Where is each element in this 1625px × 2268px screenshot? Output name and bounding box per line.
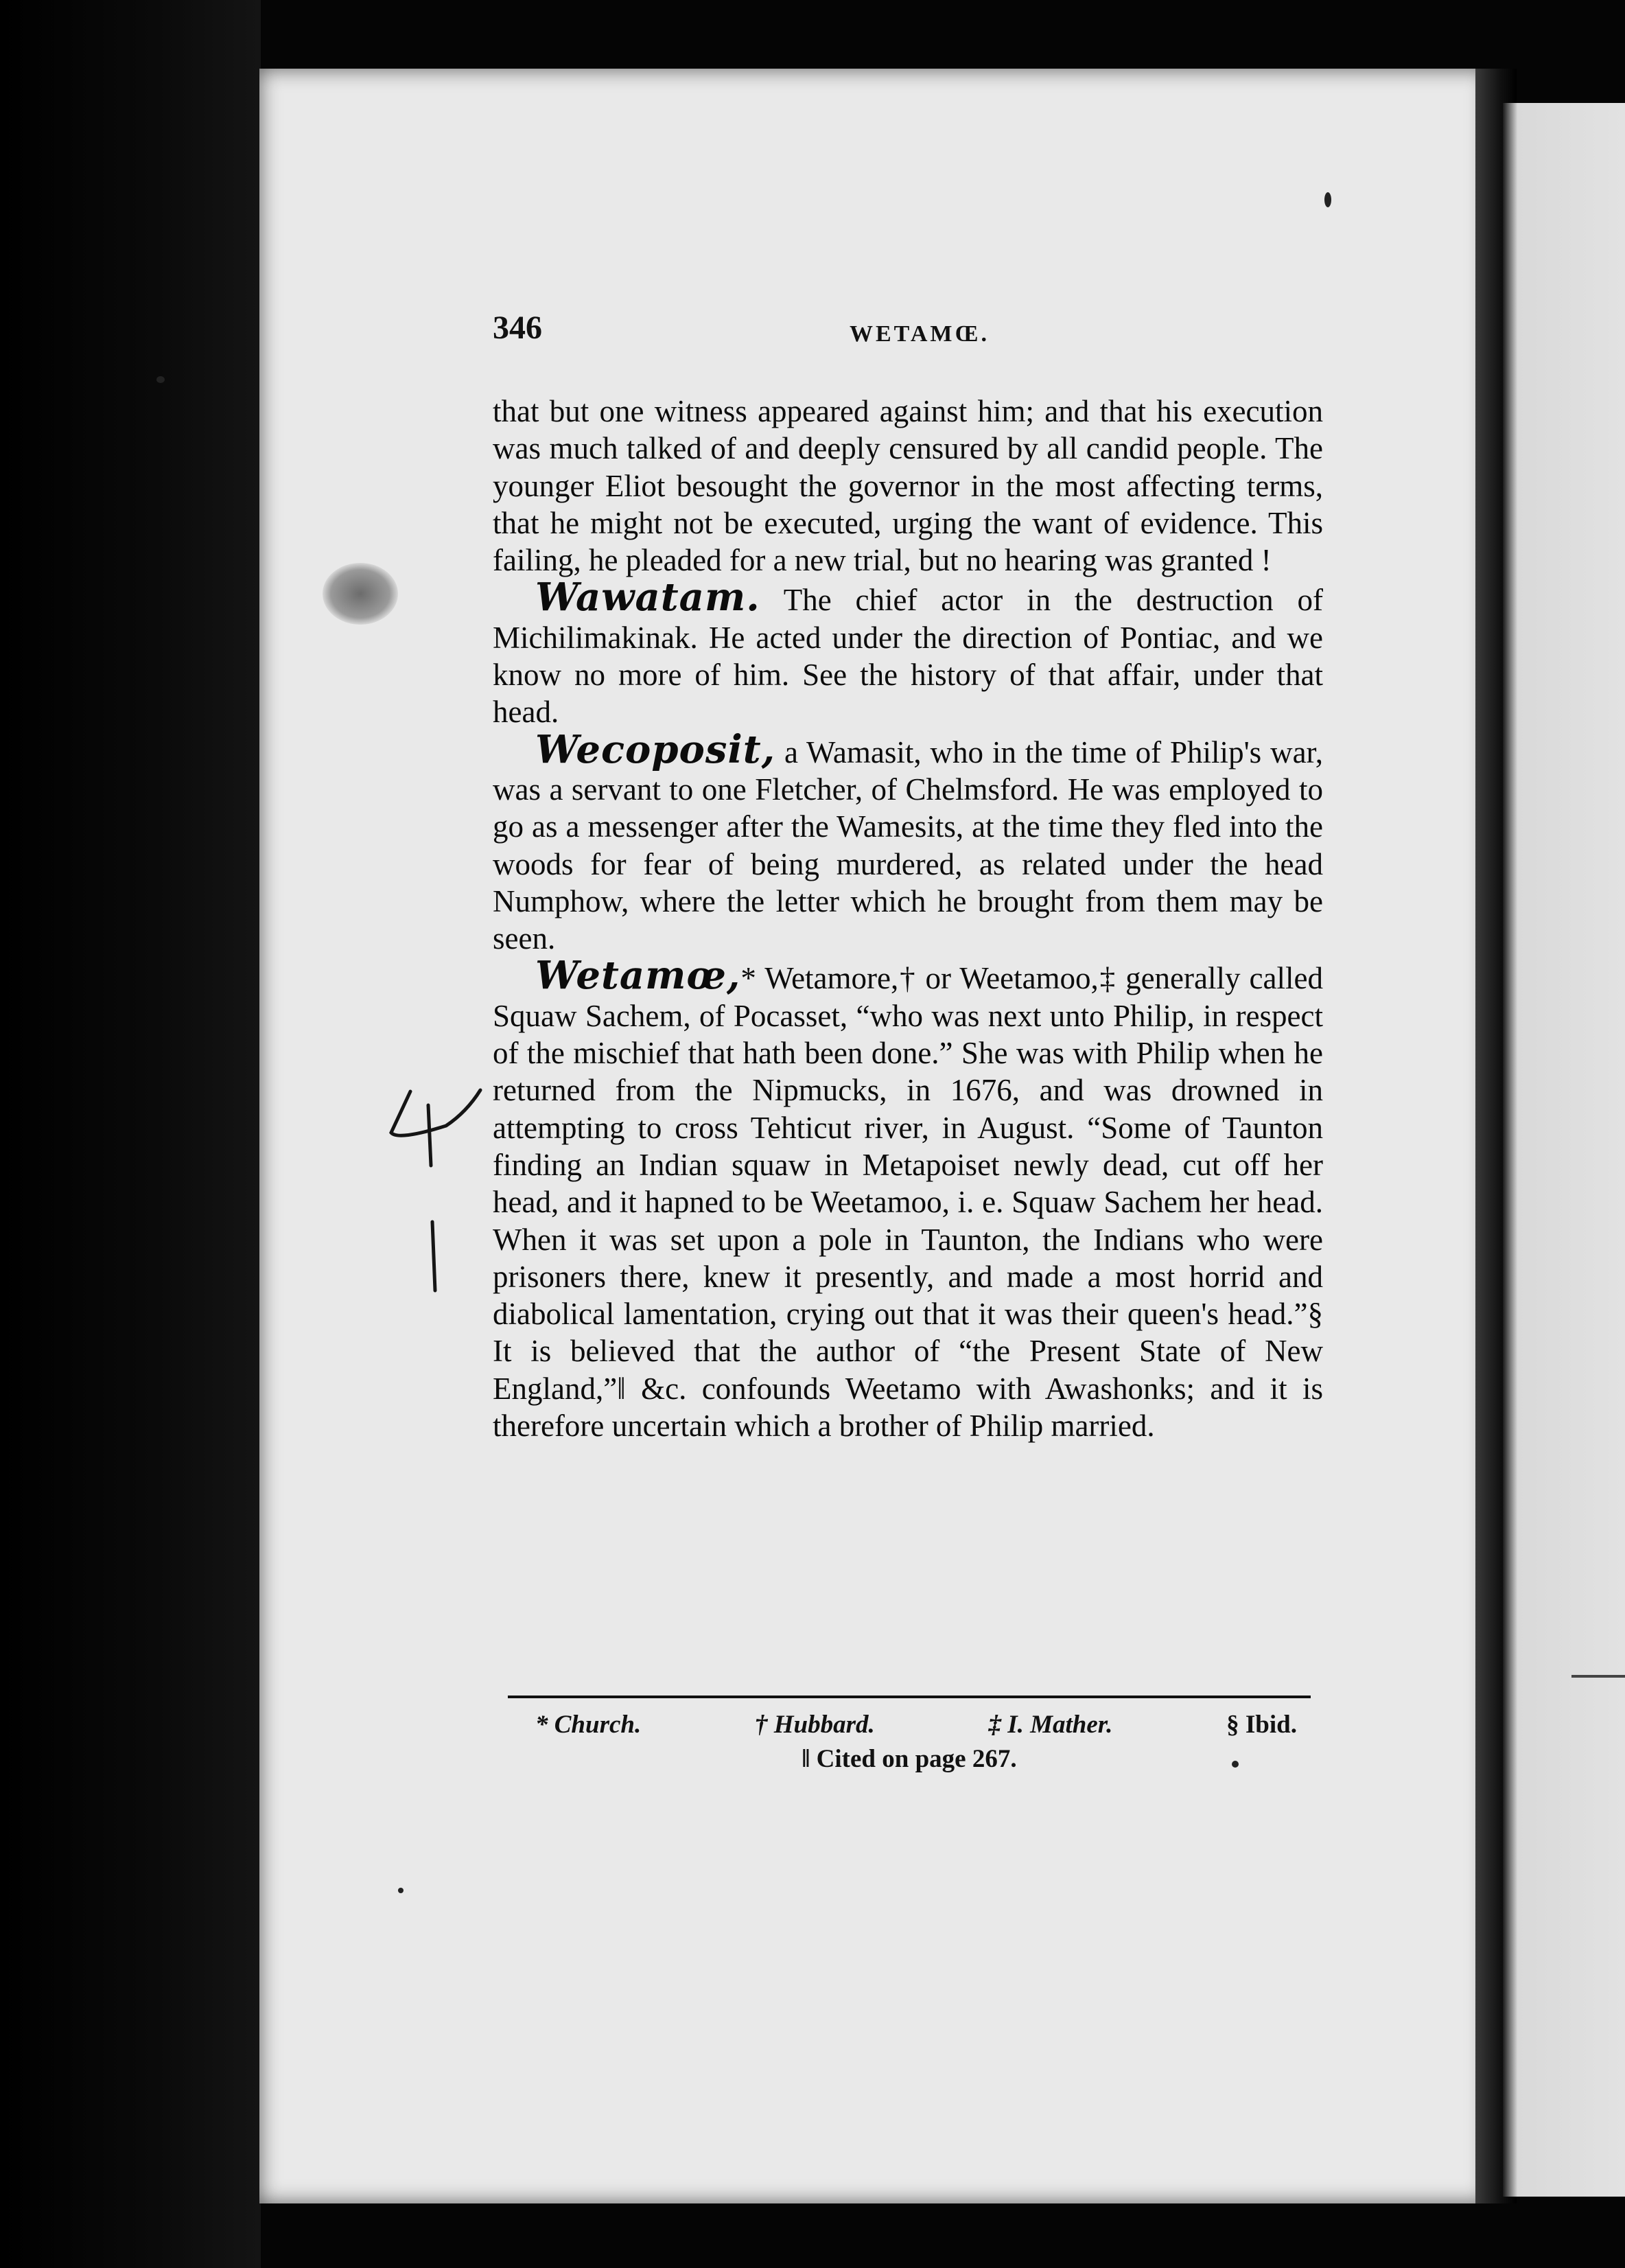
speck-1 xyxy=(1324,192,1331,207)
footnote-row xyxy=(508,1742,1311,1777)
entry-heading: Wawatam. xyxy=(535,575,760,621)
entry-text: a Wamasit, who in the time of Philip's war, was a servant to one Fletcher, of Chelmsford. He was employed to go as a messenger after the Wamesits, at the time they fled into the woods for fear of being murdered, as related under the head Numphow, where the letter which he brought from them may be seen. xyxy=(493,734,1323,956)
page-body xyxy=(493,393,1323,1444)
footnotes xyxy=(508,1696,1311,1777)
facing-page-edge xyxy=(1503,103,1625,2197)
footnote-mather: ‡ I. Mather. xyxy=(988,1711,1113,1739)
ink-blot xyxy=(323,563,398,625)
running-head-title: WETAMŒ. xyxy=(850,321,990,347)
entry-wetamoe xyxy=(493,953,1323,1444)
running-head xyxy=(493,309,1323,357)
entry-heading: Wetamœ, xyxy=(535,953,741,999)
footnote-ibid: § Ibid. xyxy=(1226,1711,1297,1739)
footnote-hubbard: † Hubbard. xyxy=(754,1711,875,1739)
footnote-church: * Church. xyxy=(535,1711,642,1739)
handwritten-margin-mark xyxy=(371,1085,487,1318)
footnote-cited: ‖ Cited on page 267. xyxy=(802,1745,1017,1773)
footnote-row xyxy=(508,1708,1311,1742)
paragraph-continued: that but one witness appeared against him; and that his execution was much talked of and deeply censured by all candid people. The younger Eliot besought the governor in the most affecting terms, that he might not be executed, urging the want of evidence. This failing, he pleaded for a new trial, but no hearing was granted ! xyxy=(493,394,1323,578)
facing-page-rule xyxy=(1571,1675,1625,1678)
entry-text: The chief actor in the destruction of Michilimakinak. He acted under the direction of Pontiac, and we know no more of him. See the history of that affair, under that head. xyxy=(493,583,1323,730)
entry-heading: Wecoposit, xyxy=(535,726,776,772)
speck-2 xyxy=(156,376,165,383)
speck-4 xyxy=(398,1888,404,1893)
entry-wecoposit xyxy=(493,726,1323,958)
entry-wawatam xyxy=(493,575,1323,730)
page-number: 346 xyxy=(493,310,542,346)
left-dark-margin xyxy=(0,0,261,2268)
entry-text: * Wetamore,† or Weetamoo,‡ generally called Squaw Sachem, of Pocasset, “who was next unto Philip, in respect of the mischief that hath been done.” She was with Philip when he returned from the Nipmucks, in 1676, and was drowned in attempting to cross Tehticut river, in August. “Some of Taunton finding an Indian squaw in Metapoiset newly dead, cut off her head, and it hapned to be Weetamoo, i. e. Squaw Sachem her head. When it was set upon a pole in Taunton, the Indians who were prisoners there, knew it presently, and made a most horrid and diabolical lamentation, crying out that it was their queen's head.”§ It is believed that the author of “the Present State of New England,”‖ &c. confounds Weetamo with Awashonks; and it is therefore uncertain which a brother of Philip married. xyxy=(493,961,1323,1444)
